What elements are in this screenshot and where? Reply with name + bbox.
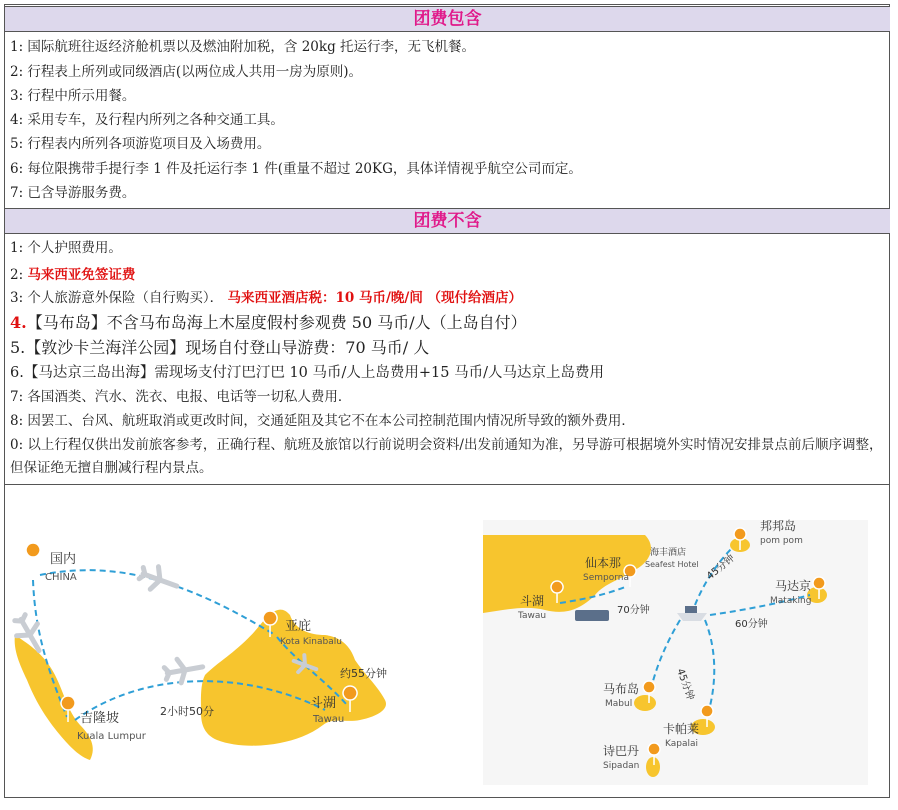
- exclude-item-2: [10, 263, 888, 287]
- label-kk-en: Kota Kinabalu: [280, 637, 342, 647]
- label-mataking-en: Mataking: [770, 596, 812, 606]
- label-mabul-cn: 马布岛: [603, 682, 640, 696]
- exclude-item-6: 6.【马达京三岛出海】需现场支付汀巴汀巴 10 马币/人上岛费用+15 马币/人马达京上岛费用: [10, 365, 604, 381]
- mabul-island: [634, 695, 656, 711]
- label-tawau-right-cn: 斗湖: [520, 594, 545, 608]
- exclude-item-3: [10, 286, 888, 310]
- label-mabul-en: Mabul: [605, 699, 633, 709]
- exclude-item-4-number: 4.: [10, 313, 27, 332]
- left-map: [10, 543, 387, 760]
- label-china-en: CHINA: [45, 572, 77, 583]
- label-tawau-cn: 斗湖: [310, 696, 337, 711]
- include-item-4: 4: 采用专车，及行程内所列之各种交通工具。: [10, 112, 284, 128]
- label-kapalai-en: Kapalai: [665, 739, 699, 749]
- include-item-5: 5: 行程表内所列各项游览项目及入场费用。: [10, 136, 271, 152]
- label-kk-cn: 亚庇: [285, 619, 312, 634]
- label-time-45a: 45分钟: [704, 552, 738, 583]
- exclude-item-2-text: 马来西亚免签证费: [27, 267, 136, 283]
- label-kapalai-cn: 卡帕莱: [663, 722, 700, 736]
- include-header: 团费包含: [5, 6, 890, 32]
- label-seafest-cn: 海丰酒店: [650, 548, 687, 558]
- bus-icon: [575, 610, 609, 621]
- include-item-3: 3: 行程中所示用餐。: [10, 88, 136, 104]
- label-kl-cn: 吉隆坡: [80, 711, 120, 726]
- route-map-area: [5, 484, 890, 797]
- exclude-item-2-number: 2:: [10, 267, 28, 283]
- label-china-cn: 国内: [50, 552, 77, 567]
- pin-icon-china: [26, 543, 40, 569]
- label-kl-en: Kuala Lumpur: [77, 731, 146, 742]
- label-kk-tawau-time: 约55分钟: [340, 667, 387, 680]
- exclude-item-1: 1: 个人护照费用。: [10, 240, 122, 256]
- label-flight-time: 2小时50分: [160, 705, 214, 718]
- airplane-icon: [137, 562, 181, 598]
- label-time-60: 60分钟: [735, 619, 768, 630]
- sipadan-island: [646, 757, 660, 777]
- exclude-item-8: 8: 因罢工、台风、航班取消或更改时间，交通延阻及其它不在本公司控制范围内情况所导致的额外费用．: [10, 413, 635, 429]
- exclude-item-4-text: 【马布岛】不含马布岛海上木屋度假村参观费 50 马币/人（上岛自付）: [26, 313, 527, 332]
- label-semporna-cn: 仙本那: [585, 556, 622, 570]
- label-pompom-cn: 邦邦岛: [760, 519, 797, 533]
- exclude-item-5: 5.【敦沙卡兰海洋公园】现场自付登山导游费：70 马币/ 人: [10, 338, 430, 357]
- label-time-70: 70分钟: [617, 605, 650, 616]
- exclude-item-7: 7: 各国酒类、汽水、洗衣、电报、电话等一切私人费用．: [10, 389, 352, 405]
- exclude-header: 团费不含: [5, 208, 890, 234]
- include-item-1: 1: 国际航班往返经济舱机票以及燃油附加税，含 20kg 托运行李，无飞机餐。: [10, 39, 476, 55]
- label-time-45b: 45分钟: [674, 667, 696, 702]
- route-maps: [5, 485, 890, 797]
- label-seafest-en: Seafest Hotel: [645, 560, 699, 569]
- include-item-2: 2: 行程表上所列或同级酒店(以两位成人共用一房为原则)。: [10, 64, 362, 80]
- right-map: [483, 518, 868, 785]
- label-tawau-right-en: Tawau: [518, 611, 547, 621]
- exclude-item-4: [10, 311, 888, 335]
- label-pompom-en: pom pom: [760, 536, 803, 546]
- label-tawau-en: Tawau: [313, 714, 345, 725]
- exclude-item-3-text: 3: 个人旅游意外保险（自行购买）．: [10, 290, 224, 306]
- exclude-item-3-hotel-tax: 马来西亚酒店税：10 马币/晚/间 （现付给酒店）: [227, 290, 523, 306]
- include-item-7: 7: 已含导游服务费。: [10, 185, 136, 201]
- label-semporna-en: Semporna: [583, 573, 629, 583]
- label-sipadan-en: Sipadan: [603, 761, 640, 771]
- label-sipadan-cn: 诗巴丹: [603, 744, 640, 758]
- label-mataking-cn: 马达京: [775, 579, 812, 593]
- exclude-item-0: 0: 以上行程仅供出发前旅客参考，正确行程、航班及旅馆以行前说明会资料/出发前通知为准，另导游可根据境外实时情况安排景点前后顺序调整，但保证绝无擅自删减行程内景点。: [10, 437, 883, 476]
- include-item-6: 6: 每位限携带手提行李 1 件及托运行李 1 件(重量不超过 20KG，具体详情视乎航空公司而定。: [10, 161, 582, 177]
